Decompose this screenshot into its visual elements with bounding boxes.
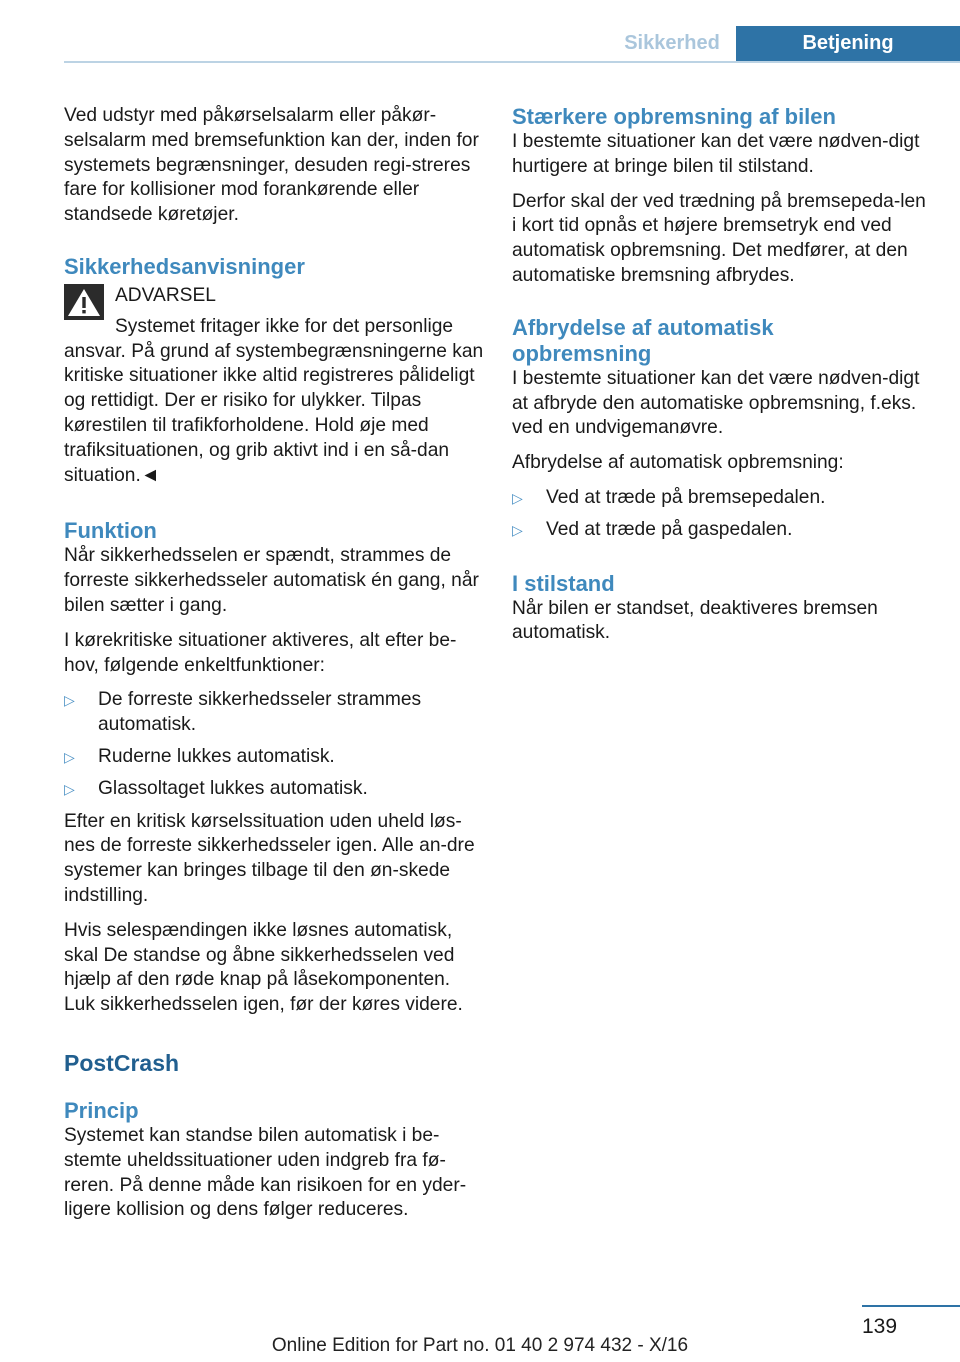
function-paragraph-3: Efter en kritisk kørselssituation uden uheld løs-nes de forreste sikkerhedsseler igen. Alle an-dre systemer kan bringes tilbage til den øn-skede indstilling.: [64, 810, 475, 906]
list-item: ▷ De forreste sikkerhedsseler strammes automatisk.: [64, 689, 422, 736]
edition-footer: Online Edition for Part no. 01 40 2 974 432 - X/16: [271, 1335, 689, 1356]
heading-afbrydelse-line-1: Afbrydelse af automatisk: [512, 314, 774, 340]
intro-paragraph: Ved udstyr med påkørselsalarm eller påkør-selsalarm med bremsefunktion kan der, inden for systemets begrænsninger, desuden regi-streres fare for kollisioner mod forankørende eller standsede køretøjer.: [64, 105, 479, 226]
heading-princip: Princip: [64, 1097, 139, 1123]
warning-title: ADVARSEL: [115, 284, 216, 306]
principle-paragraph: Systemet kan standse bilen automatisk i be-stemte uheldssituationer uden indgreb fra fø-reren. På denne måde kan risikoen for en yder-ligere kollision og dens følger reduceres.: [64, 1124, 467, 1221]
list-item: ▷ Ved at træde på bremsepedalen.: [512, 486, 932, 511]
heading-afbrydelse-line-2: opbremsning: [512, 340, 652, 366]
heading-sikkerhedsanvisninger: Sikkerhedsanvisninger: [64, 253, 305, 279]
list-item: ▷ Ved at træde på gaspedalen.: [512, 518, 932, 543]
function-bullet-list: [64, 688, 484, 801]
interrupt-paragraph-2: Afbrydelse af automatisk opbremsning:: [512, 452, 844, 474]
stronger-paragraph-2: Derfor skal der ved trædning på bremsepeda-len i kort tid opnås et højere bremsetryk end ved automatisk opbremsning. Det medfører, at den automatiske bremsning afbrydes.: [512, 190, 926, 286]
heading-postcrash: PostCrash: [64, 1049, 180, 1076]
heading-i-stilstand: I stilstand: [512, 570, 615, 596]
left-column: [64, 104, 484, 1233]
triangle-right-icon: ▷: [512, 521, 523, 538]
stronger-paragraph-1: I bestemte situationer kan det være nødven-digt hurtigere at bringe bilen til stilstand.: [512, 131, 920, 177]
triangle-right-icon: ▷: [512, 489, 523, 506]
footer-divider: [862, 1305, 960, 1307]
heading-staerkere-opbremsning: Stærkere opbremsning af bilen: [512, 104, 836, 129]
heading-afbrydelse: [512, 315, 932, 367]
function-paragraph-2: I kørekritiske situationer aktiveres, alt efter be-hov, følgende enkeltfunktioner:: [64, 629, 457, 676]
list-item: ▷ Ruderne lukkes automatisk.: [64, 745, 484, 770]
triangle-right-icon: ▷: [64, 748, 75, 765]
warning-triangle-icon: [64, 284, 104, 320]
page-number: 139: [862, 1315, 898, 1338]
interrupt-paragraph-1: I bestemte situationer kan det være nødven-digt at afbryde den automatiske opbremsning, f.eks. ved en undvigemanøvre.: [512, 367, 920, 439]
warning-block: [64, 284, 484, 488]
triangle-right-icon: ▷: [64, 692, 75, 709]
tab-sikkerhed[interactable]: Sikkerhed: [608, 26, 736, 62]
interrupt-bullet-list: [512, 486, 932, 543]
section-tabs: [608, 26, 960, 62]
triangle-right-icon: ▷: [64, 780, 75, 797]
header-divider: [64, 61, 960, 63]
list-item: ▷ Glassoltaget lukkes automatisk.: [64, 777, 484, 802]
right-column: [512, 104, 932, 656]
standstill-paragraph: Når bilen er standset, deaktiveres bremsen automatisk.: [512, 597, 878, 644]
warning-text: Systemet fritager ikke for det personlige ansvar. På grund af systembegrænsningerne kan kritiske situationer ikke altid registreres pålideligt og rettidigt. Der er risiko for ulykker. Tilpas kørestilen til trafikforholdene. Hold øje med trafiksituationen, og grib aktivt ind i en så-dan situation.◄: [64, 315, 484, 486]
tab-betjening[interactable]: Betjening: [736, 26, 960, 62]
function-paragraph-1: Når sikkerhedsselen er spændt, strammes de forreste sikkerhedsseler automatisk én gang, når bilen sætter i gang.: [64, 545, 479, 616]
heading-funktion: Funktion: [64, 518, 157, 544]
function-paragraph-4: Hvis selespændingen ikke løsnes automatisk, skal De standse og åbne sikkerhedsselen ved hjælp af den røde knap på låsekomponenten. Luk sikkerhedsselen igen, før der køres videre.: [64, 919, 463, 1016]
